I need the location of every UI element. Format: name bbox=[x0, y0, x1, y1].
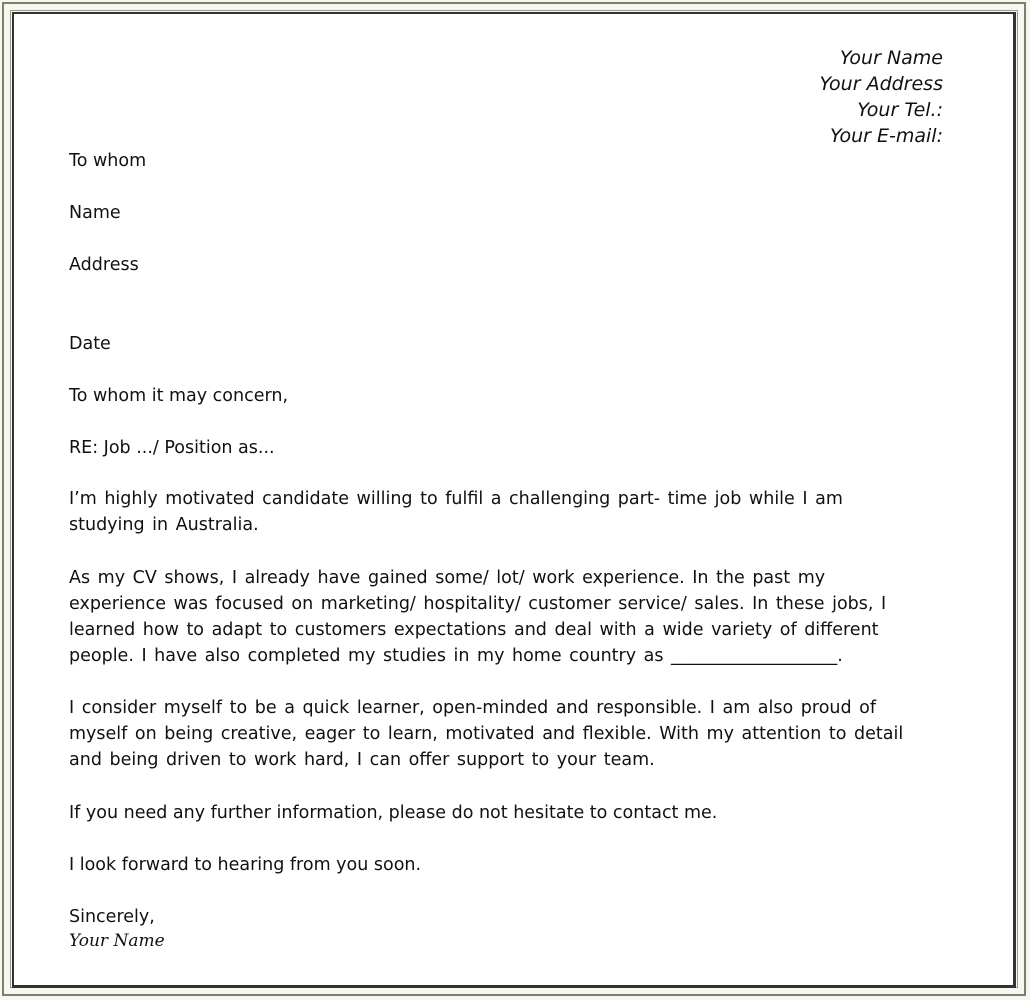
sender-block bbox=[820, 45, 943, 149]
signature-name: Your Name bbox=[69, 931, 165, 951]
letter-date: Date bbox=[69, 334, 111, 354]
sign-off: Sincerely, bbox=[69, 907, 155, 927]
salutation: To whom it may concern, bbox=[69, 386, 289, 406]
paragraph-line: As my CV shows, I already have gained some/ lot/ work experience. In the past my bbox=[69, 568, 826, 588]
subject-line: RE: Job .../ Position as... bbox=[69, 438, 275, 458]
paragraph-line: learned how to adapt to customers expectations and deal with a wide variety of different bbox=[69, 620, 879, 640]
paragraph-line: experience was focused on marketing/ hospitality/ customer service/ sales. In these jobs, I bbox=[69, 594, 887, 614]
paragraph-contact: If you need any further information, please do not hesitate to contact me. bbox=[69, 803, 718, 823]
paragraph-line: I consider myself to be a quick learner, open-minded and responsible. I am also proud of bbox=[69, 698, 877, 718]
letter-page bbox=[12, 12, 1016, 988]
sender-tel: Your Tel.: bbox=[857, 99, 943, 121]
paragraph-experience bbox=[69, 565, 949, 669]
sender-name: Your Name bbox=[839, 47, 943, 69]
paragraph-line: people. I have also completed my studies in my home country as ___________________. bbox=[69, 646, 843, 666]
recipient-to-whom: To whom bbox=[69, 151, 147, 171]
recipient-name: Name bbox=[69, 203, 121, 223]
paragraph-qualities bbox=[69, 695, 949, 773]
paragraph-line: and being driven to work hard, I can offer support to your team. bbox=[69, 750, 655, 770]
paragraph-intro bbox=[69, 486, 949, 538]
paragraph-closing: I look forward to hearing from you soon. bbox=[69, 855, 422, 875]
paragraph-line: myself on being creative, eager to learn, motivated and flexible. With my attention to detail bbox=[69, 724, 904, 744]
recipient-address: Address bbox=[69, 255, 139, 275]
paragraph-line: studying in Australia. bbox=[69, 515, 259, 535]
paragraph-line: I’m highly motivated candidate willing to fulfil a challenging part- time job while I am bbox=[69, 489, 843, 509]
sender-email: Your E-mail: bbox=[829, 125, 943, 147]
sender-address: Your Address bbox=[819, 73, 943, 95]
